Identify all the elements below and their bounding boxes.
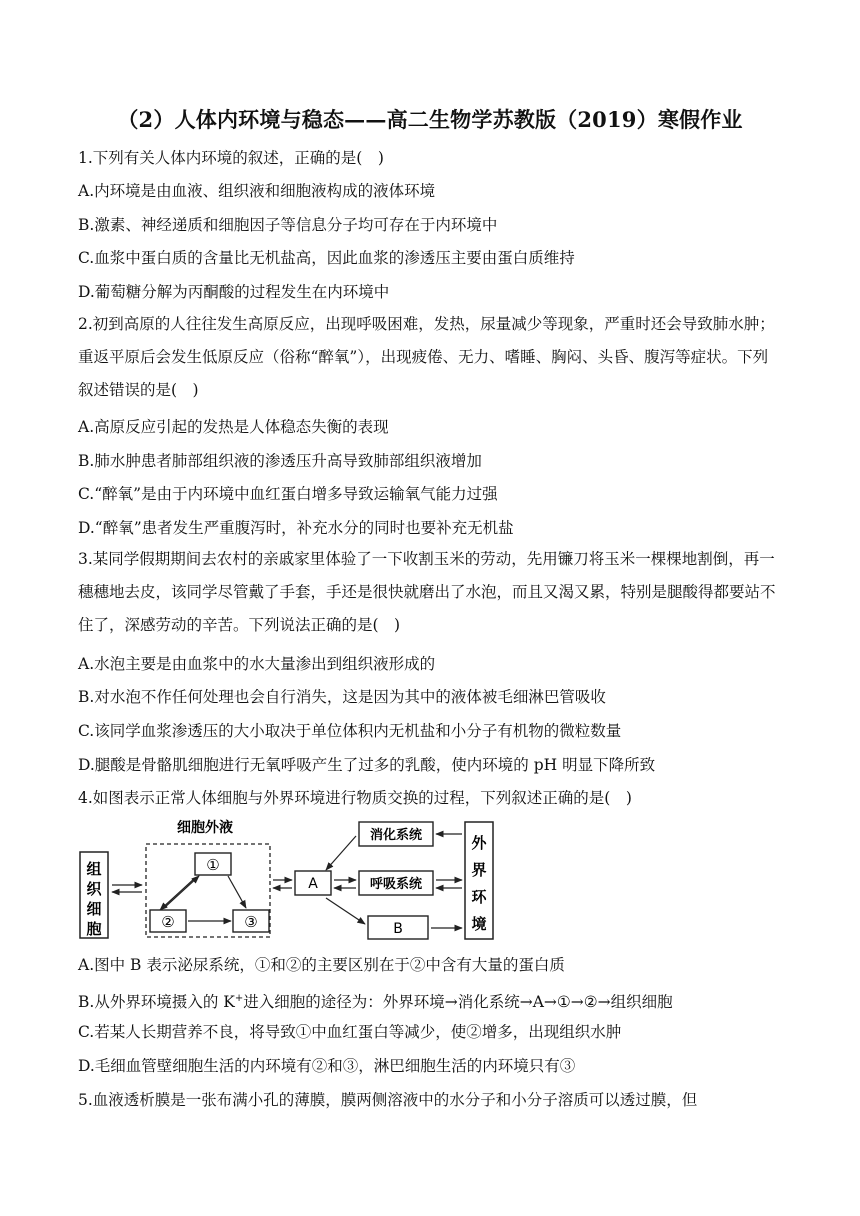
arrow-2-to-1	[164, 876, 199, 908]
external-char-1: 外	[471, 834, 487, 852]
q4-option-c: C.若某人长期营养不良，将导致①中血红蛋白等减少，使②增多，出现组织水肿	[78, 1023, 622, 1041]
q2-option-a: A.高原反应引起的发热是人体稳态失衡的表现	[78, 418, 389, 436]
q3-option-d: D.腿酸是骨骼肌细胞进行无氧呼吸产生了过多的乳酸，使内环境的 pH 明显下降所致	[78, 756, 656, 774]
arrow-1-to-2	[160, 878, 195, 910]
page-title: （2）人体内环境与稳态——高二生物学苏教版（2019）寒假作业	[117, 107, 743, 132]
external-char-2: 界	[471, 861, 487, 879]
arrow-digestive-to-a	[326, 836, 356, 870]
q4-option-b-pre: B.从外界环境摄入的 K	[78, 993, 235, 1012]
q2-option-d: D.“醉氧”患者发生严重腹泻时，补充水分的同时也要补充无机盐	[78, 519, 514, 537]
fluid-3-label: ③	[244, 913, 258, 931]
fluid-1-label: ①	[206, 856, 220, 874]
q2-option-b: B.肺水肿患者肺部组织液的渗透压升高导致肺部组织液增加	[78, 452, 482, 470]
tissue-cell-char-1: 组	[86, 860, 102, 878]
q1-option-b: B.激素、神经递质和细胞因子等信息分子均可存在于内环境中	[78, 216, 498, 234]
q1-option-d: D.葡萄糖分解为丙酮酸的过程发生在内环境中	[78, 283, 390, 301]
q4-option-b	[78, 989, 778, 1012]
tissue-cell-char-3: 细	[86, 900, 102, 918]
exchange-diagram	[78, 818, 518, 948]
q3-option-a: A.水泡主要是由血浆中的水大量渗出到组织液形成的	[78, 655, 436, 673]
node-a-label: A	[308, 876, 318, 892]
q4-option-a: A.图中 B 表示泌尿系统，①和②的主要区别在于②中含有大量的蛋白质	[78, 956, 565, 974]
q4-option-d: D.毛细血管壁细胞生活的内环境有②和③，淋巴细胞生活的内环境只有③	[78, 1057, 576, 1075]
q5-stem: 5.血液透析膜是一张布满小孔的薄膜，膜两侧溶液中的水分子和小分子溶质可以透过膜，但	[78, 1091, 698, 1109]
external-char-3: 环	[471, 888, 487, 906]
external-char-4: 境	[471, 915, 487, 933]
arrow-a-to-b	[326, 898, 365, 924]
node-b-label: B	[393, 921, 403, 937]
q2-option-c: C.“醉氧”是由于内环境中血红蛋白增多导致运输氧气能力过强	[78, 485, 498, 503]
extracellular-fluid-label: 细胞外液	[177, 820, 233, 836]
q1-option-c: C.血浆中蛋白质的含量比无机盐高，因此血浆的渗透压主要由蛋白质维持	[78, 249, 575, 267]
respiratory-system-label: 呼吸系统	[369, 877, 423, 892]
tissue-cell-char-2: 织	[86, 880, 102, 898]
arrow-1-to-3	[228, 876, 246, 908]
q3-option-c: C.该同学血浆渗透压的大小取决于单位体积内无机盐和小分子有机物的微粒数量	[78, 722, 622, 740]
q2-stem: 2.初到高原的人往往发生高原反应，出现呼吸困难，发热，尿量减少等现象，严重时还会导致肺水肿；重返平原后会发生低原反应（俗称“醉氧”），出现疲倦、无力、嗜睡、胸闷、头昏、腹泻等症状。下列叙述错误的是( )	[78, 315, 775, 399]
q3-stem: 3.某同学假期期间去农村的亲戚家里体验了一下收割玉米的劳动，先用镰刀将玉米一棵棵地割倒，再一穗穗地去皮，该同学尽管戴了手套，手还是很快就磨出了水泡，而且又渴又累，特别是腿酸得都要站不住了，深感劳动的辛苦。下列说法正确的是( )	[78, 550, 776, 634]
q1-stem: 1.下列有关人体内环境的叙述，正确的是( )	[78, 149, 384, 167]
q4-option-b-post: 进入细胞的途径为：外界环境→消化系统→A→①→②→组织细胞	[243, 993, 673, 1012]
fluid-2-label: ②	[161, 913, 175, 931]
q1-option-a: A.内环境是由血液、组织液和细胞液构成的液体环境	[78, 182, 436, 200]
q4-option-b-sup: +	[234, 993, 244, 1004]
q4-stem: 4.如图表示正常人体细胞与外界环境进行物质交换的过程，下列叙述正确的是( )	[78, 789, 632, 807]
digestive-system-label: 消化系统	[369, 828, 423, 843]
q3-option-b: B.对水泡不作任何处理也会自行消失，这是因为其中的液体被毛细淋巴管吸收	[78, 688, 606, 706]
tissue-cell-char-4: 胞	[86, 920, 102, 938]
